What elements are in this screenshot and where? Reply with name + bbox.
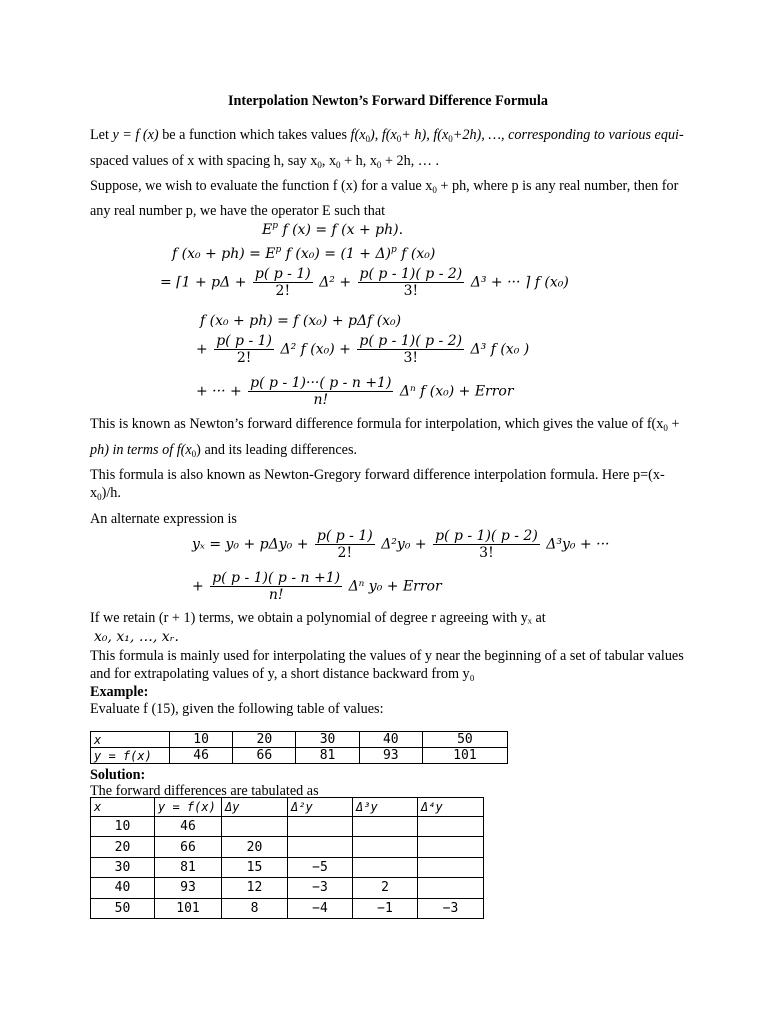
table-cell: 66: [233, 748, 296, 764]
intro-line-1: Let y = f (x) be a function which takes values $f(x_0)$, $f(x_0+ h)$, $f(x_0+2h)$, …, corresponding to various equi-: [90, 127, 684, 144]
table-header-cell: Δ³y: [353, 798, 418, 817]
table-cell: 101: [155, 898, 222, 918]
table-cell: [353, 857, 418, 877]
table-cell: 93: [155, 878, 222, 898]
table-cell: x: [91, 732, 170, 748]
usage-line-2: and for extrapolating values of y, a short distance backward from y₀: [90, 666, 475, 682]
table-row: [91, 817, 484, 837]
table-cell: [418, 817, 484, 837]
table-cell: 93: [359, 748, 422, 764]
suppose-line-2: any real number p, we have the operator E such that: [90, 203, 386, 219]
gregory-line-1: This formula is also known as Newton-Gregory forward difference interpolation formula. Here p=(x-: [90, 467, 665, 483]
table-row: [91, 732, 508, 748]
table-cell: [288, 817, 353, 837]
table-cell: 20: [233, 732, 296, 748]
gregory-line-2: $x_0)/h$.: [90, 485, 121, 502]
suppose-line-1: Suppose, we wish to evaluate the function f (x) for a value $x_0$ + ph, where p is any real number, then for: [90, 178, 679, 195]
table-cell: 12: [222, 878, 288, 898]
difference-table: [90, 797, 484, 919]
table-cell: −5: [288, 857, 353, 877]
table-row: [91, 878, 484, 898]
table-cell: 40: [91, 878, 155, 898]
table-cell: y = f(x): [91, 748, 170, 764]
table-cell: 10: [170, 732, 233, 748]
usage-line-1: This formula is mainly used for interpolating the values of y near the beginning of a set of tabular values: [90, 648, 684, 664]
table-cell: 15: [222, 857, 288, 877]
table-cell: 2: [353, 878, 418, 898]
table-cell: 8: [222, 898, 288, 918]
table-row: [91, 857, 484, 877]
table-header-cell: Δy: [222, 798, 288, 817]
table-cell: [418, 857, 484, 877]
example-heading: Example:: [90, 684, 149, 700]
table-cell: 30: [91, 857, 155, 877]
table-cell: 50: [422, 732, 507, 748]
equation-newton-1: f (x₀ + ph) = f (x₀) + pΔf (x₀): [200, 313, 402, 329]
table-cell: 20: [91, 837, 155, 857]
table-cell: −3: [288, 878, 353, 898]
table-cell: [222, 817, 288, 837]
table-header-cell: x: [91, 798, 155, 817]
alternate-equation-2: + $\frac{p( p - 1)( p - n +1)}{n!}$ Δⁿ y₀ + Error: [192, 570, 442, 603]
intro-line-2: spaced values of x with spacing h, say $x_0$, $x_0 + h$, $x_0 + 2h$, … .: [90, 153, 440, 170]
table-header-cell: y = f(x): [155, 798, 222, 817]
table-cell: 10: [91, 817, 155, 837]
solution-text: The forward differences are tabulated as: [90, 783, 319, 799]
table-cell: 101: [422, 748, 507, 764]
table-cell: 20: [222, 837, 288, 857]
table-cell: 50: [91, 898, 155, 918]
alternate-label: An alternate expression is: [90, 511, 237, 527]
table-row: [91, 837, 484, 857]
equation-operator: $E^p$ f (x) = f (x + ph).: [262, 221, 404, 238]
table-cell: [418, 837, 484, 857]
solution-heading: Solution:: [90, 767, 146, 783]
table-header-cell: Δ²y: [288, 798, 353, 817]
table-cell: −4: [288, 898, 353, 918]
equation-expansion: f $(x_0 + ph) = E^p$ f $(x_0) = (1 + \Delta)^p$ f (x₀): [172, 245, 436, 262]
table-cell: 81: [155, 857, 222, 877]
retain-line-1: If we retain (r + 1) terms, we obtain a polynomial of degree r agreeing with yₓ at: [90, 610, 546, 626]
table-cell: 40: [359, 732, 422, 748]
known-line-1: This is known as Newton’s forward difference formula for interpolation, which gives the value of $f(x_0$ +: [90, 416, 680, 433]
table-cell: 81: [296, 748, 359, 764]
table-cell: 30: [296, 732, 359, 748]
table-header-row: [91, 798, 484, 817]
table-cell: [353, 817, 418, 837]
equation-newton-2: + $\frac{p( p - 1)}{2!}$ Δ² f (x₀) + $\frac{p( p - 1)( p - 2)}{3!}$ Δ³ f (x₀ ): [196, 333, 530, 366]
table-row: [91, 898, 484, 918]
example-text: Evaluate f (15), given the following table of values:: [90, 701, 384, 717]
known-line-2: ph) in terms of $f(x_0)$ and its leading differences.: [90, 442, 358, 459]
table-cell: −3: [418, 898, 484, 918]
retain-line-2: x₀, x₁, …, xᵣ.: [94, 629, 179, 645]
alternate-equation-1: yₓ = y₀ + pΔy₀ + $\frac{p( p - 1)}{2!}$ Δ²y₀ + $\frac{p( p - 1)( p - 2)}{3!}$ Δ³y₀ + ···: [192, 528, 610, 561]
table-cell: −1: [353, 898, 418, 918]
table-cell: [288, 837, 353, 857]
table-cell: 46: [170, 748, 233, 764]
table-cell: [418, 878, 484, 898]
table-row: [91, 748, 508, 764]
table-cell: 66: [155, 837, 222, 857]
equation-newton-3: + ··· + $\frac{p( p - 1)\cdot\cdot\cdot( p - n +1)}{n!}$ Δⁿ f (x₀) + Error: [196, 375, 514, 408]
equation-series: = ⌈1 + pΔ + $\frac{p( p - 1)}{2!}$ Δ² + $\frac{p( p - 1)( p - 2)}{3!}$ Δ³ + ··· ⌉ f (x₀): [160, 266, 569, 299]
table-cell: [353, 837, 418, 857]
table-header-cell: Δ⁴y: [418, 798, 484, 817]
page-title: Interpolation Newton’s Forward Difference Formula: [228, 93, 548, 109]
values-table: [90, 731, 508, 764]
table-cell: 46: [155, 817, 222, 837]
